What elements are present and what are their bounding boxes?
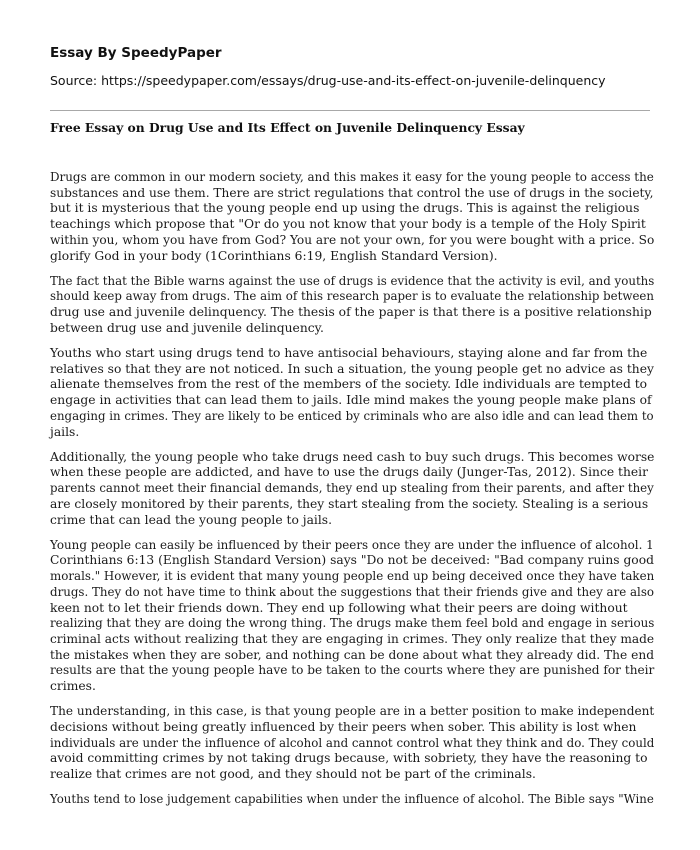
paragraph-line: Additionally, the young people who take drugs need cash to buy such drugs. This becomes worse [50,449,655,464]
paragraph-line: Youths tend to lose judgement capabilities when under the influence of alcohol. The Bible says "Wine [50,792,654,807]
paragraph-line: drug use and juvenile delinquency. The thesis of the paper is that there is a positive relationship [50,305,652,320]
paragraph-line: substances and use them. There are strict regulations that control the use of drugs in the society, [50,185,654,200]
essay-paragraph [50,792,654,808]
paragraph-line: realize that crimes are not good, and they should not be part of the criminals. [50,767,536,782]
paragraph-line: within you, whom you have from God? You are not your own, for you were bought with a price. So [50,232,655,247]
paragraph-line: criminal acts without realizing that they are engaging in crimes. They only realize that they made [50,631,655,646]
paragraph-line: Corinthians 6:13 (English Standard Version) says "Do not be deceived: "Bad company ruins good [50,553,654,568]
essay-body [50,170,654,818]
paragraph-line: results are that the young people have to be taken to the courts where they are punished for their [50,663,655,678]
paragraph-line: glorify God in your body (1Corinthians 6:19, English Standard Version). [50,248,498,263]
header-divider [50,110,650,111]
paragraph-line: The fact that the Bible warns against the use of drugs is evidence that the activity is evil, and youths [50,273,655,288]
paragraph-line: when these people are addicted, and have to use the drugs daily (Junger-Tas, 2012). Since their [50,465,648,480]
paragraph-line: The understanding, in this case, is that young people are in a better position to make independent [50,704,655,719]
paragraph-line: crime that can lead the young people to jails. [50,512,332,527]
essay-paragraph [50,538,654,695]
paragraph-line: teachings which propose that "Or do you not know that your body is a temple of the Holy Spirit [50,217,646,232]
paragraph-line: Youths who start using drugs tend to have antisocial behaviours, staying alone and far from the [50,346,648,361]
paragraph-line: are closely monitored by their parents, they start stealing from the society. Stealing is a serious [50,496,649,511]
paragraph-line: decisions without being greatly influenced by their peers when sober. This ability is lost when [50,720,637,734]
paragraph-line: avoid committing crimes by not taking drugs because, with sobriety, they have the reasoning to [50,751,648,766]
essay-paragraph [50,704,654,783]
paragraph-line: drugs. They do not have time to think about the suggestions that their friends give and they are also [50,584,655,599]
paragraph-line: but it is mysterious that the young people end up using the drugs. This is against the religious [50,201,640,216]
paragraph-line: should keep away from drugs. The aim of this research paper is to evaluate the relationship between [50,289,654,304]
paragraph-line: individuals are under the influence of alcohol and cannot control what they think and do. They could [50,735,655,750]
source-line: Source: https://speedypaper.com/essays/drug-use-and-its-effect-on-juvenile-delinquency [50,73,606,88]
paragraph-line: engaging in crimes. They are likely to be enticed by criminals who are also idle and can lead them to [50,408,654,423]
paragraph-line: engage in activities that can lead them to jails. Idle mind makes the young people make plans of [50,393,652,408]
paragraph-line: the mistakes when they are sober, and nothing can be done about what they already did. The end [50,647,655,662]
essay-paragraph [50,170,654,264]
paragraph-line: keen not to let their friends down. They end up following what their peers are doing without [50,600,628,615]
essay-paragraph [50,274,654,337]
paragraph-line: Drugs are common in our modern society, and this makes it easy for the young people to access the [50,170,654,184]
paragraph-line: between drug use and juvenile delinquency. [50,320,324,335]
brand-heading: Essay By SpeedyPaper [50,45,222,61]
paragraph-line: morals." However, it is evident that many young people end up being deceived once they have taken [50,569,655,584]
essay-paragraph [50,450,654,529]
paragraph-line: alienate themselves from the rest of the members of the society. Idle individuals are tempted to [50,377,648,392]
paragraph-line: jails. [50,424,80,439]
essay-title: Free Essay on Drug Use and Its Effect on Juvenile Delinquency Essay [50,120,525,135]
paragraph-line: parents cannot meet their financial demands, they end up stealing from their parents, and after they [50,481,654,496]
paragraph-line: crimes. [50,679,96,694]
paragraph-line: Young people can easily be influenced by their peers once they are under the influence of alcohol. 1 [50,537,654,552]
paragraph-line: realizing that they are doing the wrong thing. The drugs make them feel bold and engage in serious [50,616,655,631]
essay-paragraph [50,346,654,440]
paragraph-line: relatives so that they are not noticed. In such a situation, the young people get no advice as they [50,361,654,376]
